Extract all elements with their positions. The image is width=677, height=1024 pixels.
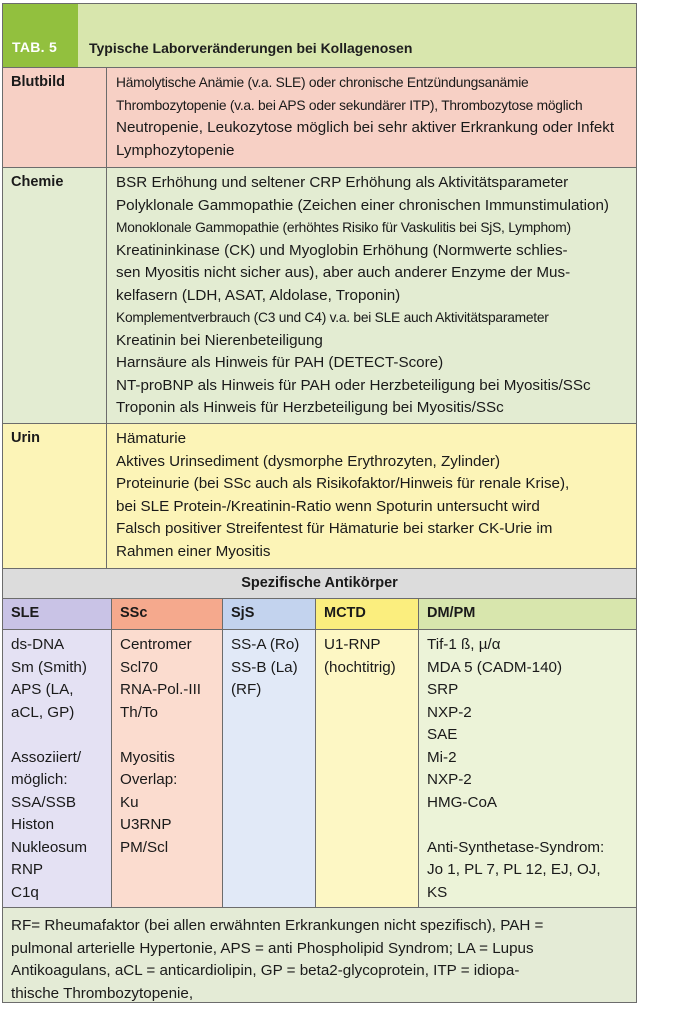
section-line: Komplementverbrauch (C3 und C4) v.a. bei SLE auch Aktivitätsparameter bbox=[116, 310, 549, 325]
section-line: Falsch positiver Streifentest für Hämaturie bei starker CK-Urie im bbox=[116, 520, 553, 537]
column-body-dmpm bbox=[419, 630, 636, 908]
table-number-badge: TAB. 5 bbox=[3, 4, 78, 67]
section-line: Neutropenie, Leukozytose möglich bei sehr aktiver Erkrankung oder Infekt bbox=[116, 119, 615, 136]
footnote-line: RF= Rheumafaktor (bei allen erwähnten Erkrankungen nicht spezifisch), PAH = bbox=[11, 917, 544, 934]
antibody-item: PM/Scl bbox=[120, 838, 169, 856]
antibody-item: APS (LA, bbox=[11, 681, 74, 698]
section-line: Troponin als Hinweis für Herzbeteiligung bei Myositis/SSc bbox=[116, 399, 504, 416]
antibody-item: Tif-1 ß, µ/α bbox=[427, 636, 501, 653]
section-line: Hämaturie bbox=[116, 430, 187, 447]
antibody-item: RNA-Pol.-III bbox=[120, 681, 202, 698]
antibody-item: SS-B (La) bbox=[231, 658, 298, 676]
footnote bbox=[3, 908, 636, 1002]
section-line: sen Myositis nicht sicher aus), aber auch anderer Enzyme der Mus- bbox=[116, 264, 571, 281]
antibody-item: Th/To bbox=[120, 703, 158, 721]
footnote-line: Antikoagulans, aCL = anticardiolipin, GP = beta2-glycoprotein, ITP = idiopa- bbox=[11, 962, 520, 979]
section-divider bbox=[106, 68, 107, 167]
table-title: Typische Laborveränderungen bei Kollagenosen bbox=[89, 40, 413, 56]
antibody-item: Mi-2 bbox=[427, 748, 457, 766]
section-lines-urin bbox=[116, 428, 569, 563]
section-blutbild bbox=[3, 68, 636, 168]
antibody-item: aCL, GP) bbox=[11, 703, 75, 721]
section-lines-chemie bbox=[116, 172, 609, 420]
section-chemie bbox=[3, 168, 636, 424]
antibody-item bbox=[427, 814, 636, 837]
section-divider bbox=[106, 168, 107, 423]
antibody-item: Myositis bbox=[120, 748, 175, 766]
section-line: NT-proBNP als Hinweis für PAH oder Herzbeteiligung bei Myositis/SSc bbox=[116, 376, 591, 394]
section-line: Monoklonale Gammopathie (erhöhtes Risiko für Vaskulitis bei SjS, Lymphom) bbox=[116, 220, 571, 235]
section-line: bei SLE Protein-/Kreatinin-Ratio wenn Spoturin untersucht wird bbox=[116, 497, 540, 515]
antibody-item: Anti-Synthetase-Syndrom: bbox=[427, 838, 605, 856]
section-lines-blutbild bbox=[116, 72, 614, 162]
section-line: kelfasern (LDH, ASAT, Aldolase, Troponin) bbox=[116, 286, 401, 304]
antibody-item: SSA/SSB bbox=[11, 793, 76, 811]
antibody-item: RNP bbox=[11, 861, 44, 878]
section-line: Lymphozytopenie bbox=[116, 141, 235, 159]
antibody-item: Overlap: bbox=[120, 771, 178, 788]
antibody-item: NXP-2 bbox=[427, 771, 472, 788]
antibody-item: SAE bbox=[427, 726, 458, 743]
antibody-item: Ku bbox=[120, 793, 139, 811]
antibody-item: (hochtitrig) bbox=[324, 658, 396, 676]
column-body-mctd bbox=[316, 630, 419, 908]
section-line: Thrombozytopenie (v.a. bei APS oder sekundärer ITP), Thrombozytose möglich bbox=[116, 97, 583, 113]
section-divider bbox=[106, 424, 107, 568]
footnote-line: pulmonal arterielle Hypertonie, APS = anti Phospholipid Syndrom; LA = Lupus bbox=[11, 939, 534, 957]
antibody-item: Centromer bbox=[120, 636, 192, 653]
antibody-item: Nukleosum bbox=[11, 838, 87, 856]
footnote-line: thische Thrombozytopenie, bbox=[11, 984, 194, 1002]
column-header-dmpm: DM/PM bbox=[419, 599, 636, 630]
antibody-item: (RF) bbox=[231, 681, 262, 698]
antibody-item: KS bbox=[427, 883, 448, 901]
antibody-item: ds-DNA bbox=[11, 636, 65, 653]
column-body-ssc bbox=[112, 630, 223, 908]
antibody-item: SS-A (Ro) bbox=[231, 636, 300, 653]
section-line: Rahmen einer Myositis bbox=[116, 542, 271, 560]
section-line: Kreatinin bei Nierenbeteiligung bbox=[116, 331, 323, 349]
antibody-item: Sm (Smith) bbox=[11, 658, 87, 676]
section-label-urin: Urin bbox=[11, 430, 40, 446]
antibody-item: NXP-2 bbox=[427, 703, 472, 721]
antibody-item: U3RNP bbox=[120, 816, 172, 833]
section-line: Polyklonale Gammopathie (Zeichen einer chronischen Immunstimulation) bbox=[116, 196, 609, 214]
antibody-item: SRP bbox=[427, 681, 459, 698]
section-label-blutbild: Blutbild bbox=[11, 74, 65, 90]
section-line: Proteinurie (bei SSc auch als Risikofaktor/Hinweis für renale Krise), bbox=[116, 475, 570, 492]
antibody-item: möglich: bbox=[11, 771, 68, 788]
lab-table bbox=[2, 3, 637, 1003]
antibody-item: U1-RNP bbox=[324, 636, 381, 653]
antibody-item: Scl70 bbox=[120, 658, 158, 676]
section-line: Kreatininkinase (CK) und Myoglobin Erhöhung (Normwerte schlies- bbox=[116, 241, 568, 259]
column-body-sjs bbox=[223, 630, 316, 908]
section-urin bbox=[3, 424, 636, 569]
antibody-item bbox=[120, 724, 222, 747]
antibody-item: Histon bbox=[11, 816, 55, 833]
antibody-item: Jo 1, PL 7, PL 12, EJ, OJ, bbox=[427, 861, 601, 878]
antibody-item: C1q bbox=[11, 883, 39, 901]
table-header bbox=[3, 4, 636, 68]
antibodies-title: Spezifische Antikörper bbox=[3, 569, 636, 599]
section-label-chemie: Chemie bbox=[11, 174, 64, 190]
column-header-mctd: MCTD bbox=[316, 599, 419, 630]
column-header-ssc: SSc bbox=[112, 599, 223, 630]
section-line: BSR Erhöhung und seltener CRP Erhöhung als Aktivitätsparameter bbox=[116, 174, 569, 191]
column-body-sle bbox=[3, 630, 112, 908]
column-header-sle: SLE bbox=[3, 599, 112, 630]
antibody-item bbox=[11, 724, 111, 747]
antibody-item: MDA 5 (CADM-140) bbox=[427, 658, 563, 676]
section-line: Hämolytische Anämie (v.a. SLE) oder chronische Entzündungsanämie bbox=[116, 75, 529, 90]
column-header-sjs: SjS bbox=[223, 599, 316, 630]
section-line: Aktives Urinsediment (dysmorphe Erythrozyten, Zylinder) bbox=[116, 452, 501, 470]
antibody-item: Assoziiert/ bbox=[11, 748, 82, 766]
section-line: Harnsäure als Hinweis für PAH (DETECT-Score) bbox=[116, 354, 444, 371]
antibody-item: HMG-CoA bbox=[427, 793, 498, 811]
